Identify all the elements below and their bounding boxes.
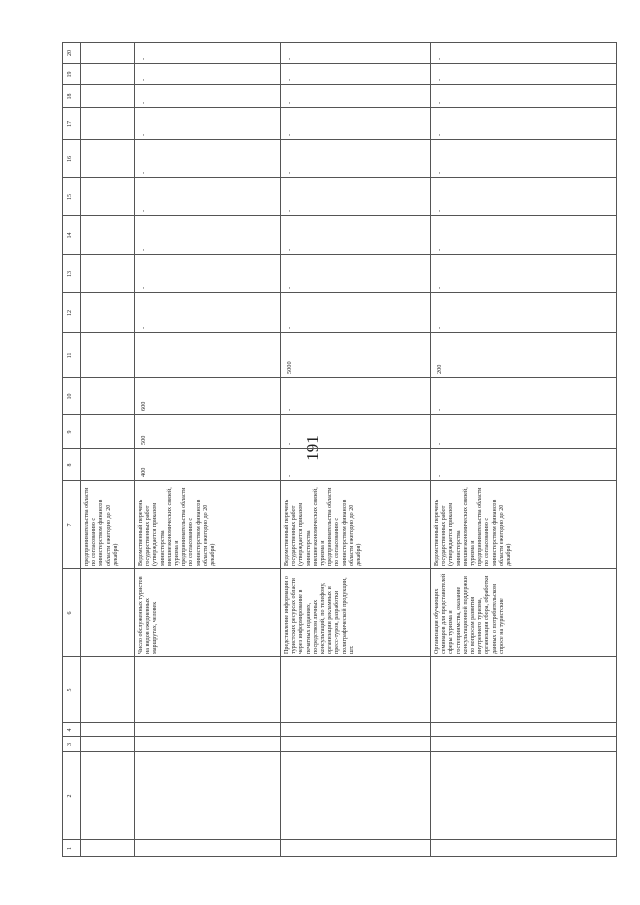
row-3-col-9-value: -	[286, 442, 293, 445]
column-line-5	[62, 656, 617, 657]
column-line-11	[62, 332, 617, 333]
row-4-col-13-value: -	[436, 286, 443, 289]
column-line-16	[62, 139, 617, 140]
row-4-col-9-value: -	[436, 442, 443, 445]
page-number: 191	[302, 435, 322, 461]
row-2-col-8-value: 400	[140, 467, 147, 477]
row-4-col-8-value: -	[436, 474, 443, 477]
row-2-col-14-value: -	[140, 248, 147, 251]
row-3-col-18-value: -	[286, 101, 293, 104]
table-rotated	[62, 42, 617, 857]
column-header-20: 20	[67, 50, 73, 56]
row-line-2	[280, 42, 281, 857]
row-3-col-15-value: -	[286, 209, 293, 212]
row-3-col-20-value: -	[286, 57, 293, 60]
row-4-source: Ведомственный перечень государственных работ (утверждается приказом министерства внешнеэкономических связей, туризма и предпринимательства области по согласованию с министерством финансов области ежегодно до 20 декабря)	[434, 487, 513, 566]
row-3-source: Ведомственный перечень государственных работ (утверждается приказом министерства внешнеэкономических связей, туризма и предпринимательства области по согласованию с министерством финансов области ежегодно до 20 декабря)	[284, 487, 363, 566]
column-line-12	[62, 292, 617, 293]
column-header-3: 3	[67, 743, 73, 746]
row-4-col-11-value: 200	[436, 364, 443, 374]
column-header-11: 11	[67, 352, 73, 359]
column-line-19	[62, 63, 617, 64]
row-4-col-16-value: -	[436, 171, 443, 174]
column-line-17	[62, 107, 617, 108]
row-2-col-16-value: -	[140, 171, 147, 174]
column-header-4: 4	[67, 728, 73, 732]
row-4-col-18-value: -	[436, 101, 443, 104]
column-header-1: 1	[67, 847, 73, 850]
column-line-3	[62, 736, 617, 737]
row-2-col-9-value: 500	[140, 435, 147, 445]
column-line-9	[62, 414, 617, 415]
column-line-18	[62, 84, 617, 85]
row-4-indicator: Организация обучающих семинаров для представителей сферы туризма и гостеприимства, оказание консультационной поддержки по вопросам развития внутреннего туризма, организация сбора, обработки данных о потребительском спросе на туристские	[434, 573, 505, 654]
column-header-14: 14	[67, 232, 73, 239]
row-2-col-15-value: -	[140, 209, 147, 212]
column-line-7	[62, 480, 617, 481]
column-header-16: 16	[67, 156, 73, 162]
row-1-source: предпринимательства области по согласованию с министерством финансов области ежегодно до 20 декабря)	[84, 487, 119, 566]
header-row-line	[80, 42, 81, 857]
table-border	[62, 42, 617, 857]
column-header-2: 2	[67, 794, 73, 798]
row-3-col-13-value: -	[286, 286, 293, 289]
row-3-col-14-value: -	[286, 248, 293, 251]
row-2-col-13-value: -	[140, 286, 147, 289]
row-2-source: Ведомственный перечень государственных работ (утверждается приказом министерства внешнеэкономических связей, туризма и предпринимательства области по согласованию с министерством финансов области ежегодно до 20 декабря)	[138, 487, 217, 566]
column-header-7: 7	[67, 523, 73, 527]
row-3-col-19-value: -	[286, 78, 293, 81]
row-2-col-20-value: -	[140, 57, 147, 60]
column-header-9: 9	[67, 430, 73, 434]
column-header-18: 18	[67, 93, 73, 100]
row-4-col-14-value: -	[436, 248, 443, 251]
row-4-col-10-value: -	[436, 408, 443, 411]
row-3-col-16-value: -	[286, 171, 293, 174]
row-line-3	[430, 42, 431, 857]
row-2-indicator: Число обслуженных туристов на видов ежедневных маршрутах, человек	[138, 576, 159, 654]
row-4-col-19-value: -	[436, 78, 443, 81]
column-header-17: 17	[67, 121, 73, 127]
column-line-2	[62, 751, 617, 752]
row-4-col-12-value: -	[436, 326, 443, 329]
row-4-col-15-value: -	[436, 209, 443, 212]
row-3-indicator: Представление информации о туристских ресурсах области через информирование в печатных изданиях, посредством личных консультаций, по телефону, организации рекламных и пресс-туров, разработки полиграфической продукции, шт.	[284, 576, 355, 654]
column-line-15	[62, 177, 617, 178]
row-3-col-12-value: -	[286, 326, 293, 329]
column-header-5: 5	[67, 688, 73, 692]
column-header-8: 8	[67, 463, 73, 467]
column-line-8	[62, 448, 617, 449]
column-line-6	[62, 568, 617, 569]
row-line-1	[134, 42, 135, 857]
row-4-col-17-value: -	[436, 133, 443, 136]
column-header-19: 19	[67, 71, 73, 78]
column-header-13: 13	[67, 271, 73, 277]
row-2-col-10-value: 600	[140, 401, 147, 411]
row-2-col-17-value: -	[140, 133, 147, 136]
column-line-13	[62, 254, 617, 255]
column-line-10	[62, 377, 617, 378]
column-line-1	[62, 839, 617, 840]
column-line-4	[62, 722, 617, 723]
row-3-col-11-value: 5000	[286, 361, 293, 374]
row-4-col-20-value: -	[436, 57, 443, 60]
column-header-12: 12	[67, 310, 73, 316]
row-2-col-12-value: -	[140, 326, 147, 329]
column-header-6: 6	[67, 611, 73, 615]
row-3-col-8-value: -	[286, 474, 293, 477]
row-3-col-17-value: -	[286, 133, 293, 136]
row-2-col-19-value: -	[140, 78, 147, 81]
column-header-10: 10	[67, 393, 73, 400]
row-3-col-10-value: -	[286, 408, 293, 411]
column-header-15: 15	[67, 194, 73, 200]
column-line-14	[62, 215, 617, 216]
row-2-col-18-value: -	[140, 101, 147, 104]
rotated-table-sheet	[62, 42, 617, 857]
